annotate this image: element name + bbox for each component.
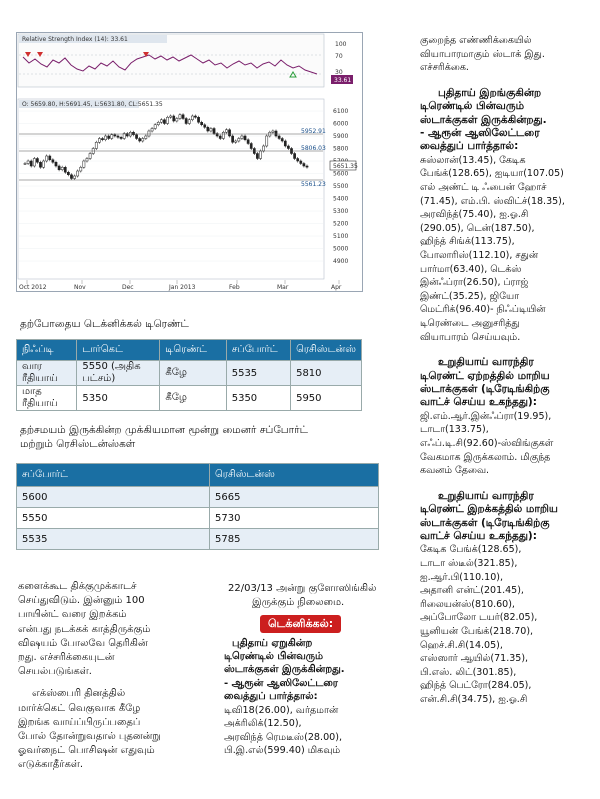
sr-table — [16, 463, 379, 550]
candle-body — [55, 162, 57, 166]
text-line: சுஸ்லான்(13.45), கேடிக — [420, 154, 526, 166]
candle-body — [225, 130, 227, 133]
table-row — [17, 487, 379, 508]
candle-body — [303, 164, 305, 167]
heading-line: டிரெண்ட் ஏற்றத்தில் மாறிய — [420, 369, 550, 382]
date-line: 22/03/13 அன்று குளோஸிங்கில் — [228, 583, 377, 594]
text-line: டாடா(133.75), — [420, 424, 489, 436]
candle-body — [145, 136, 147, 139]
text-line: எச்சரிக்கை. — [420, 62, 469, 74]
rsi-value: 33.61 — [334, 77, 352, 84]
candle-body — [191, 116, 193, 120]
text-line: யூனியன் பேங்க்(218.70), — [420, 625, 534, 637]
table-row — [17, 529, 379, 550]
candle-body — [259, 151, 261, 159]
heading-line: டிரெண்டில் பின்வரும் — [224, 650, 324, 662]
x-axis-label: Oct 2012 — [19, 284, 47, 291]
price-axis-label: 5800 — [333, 145, 349, 153]
text-line: டிவி18(26.00), வர்தமான் — [224, 704, 339, 716]
text-line: அரவிந்த் ரெமடீஸ்(28.00), — [224, 731, 343, 743]
text-line: என்.சி.சி(34.75), ஐ.ஓ.சி — [420, 693, 528, 705]
level-5952: 5952.91 — [301, 128, 326, 135]
candle-body — [120, 137, 122, 138]
heading-line: புதிதாய் ஏறுகின்ற — [232, 637, 313, 649]
text-line: எஸ்ஸார் ஆயில்(71.35), — [420, 653, 529, 665]
text-line: போலாரிஸ்(112.10), சதுன் — [420, 249, 539, 261]
sr-col-resistance: ரெசிஸ்டன்ஸ் — [210, 464, 379, 487]
trend-cell: 5350 — [226, 386, 290, 411]
sr-cell: 5730 — [210, 508, 379, 529]
price-axis-label: 4900 — [333, 258, 349, 265]
x-axis-label: Mar — [277, 284, 289, 291]
left-para-2 — [18, 687, 212, 701]
candle-body — [151, 129, 153, 132]
text-line: ஐ.ஆர்.பி(110.10), — [420, 571, 503, 583]
candle-body — [176, 119, 178, 122]
level-5561: 5561.23 — [301, 181, 326, 188]
technical-badge-wrap — [260, 615, 380, 633]
technical-badge: டெக்னிக்கல்: — [260, 615, 341, 633]
middle-heading — [220, 637, 380, 704]
candle-body — [235, 141, 237, 142]
price-axis-label: 5400 — [333, 195, 349, 203]
candle-body — [247, 140, 249, 144]
trend-col-target: டார்கெட் — [77, 340, 160, 361]
text-line: வேகமாக இருக்கலாம். மிகுந்த — [420, 451, 551, 463]
heading-line: ஸ்டாக்குகள் (டிரேடிங்கிற்கு — [420, 516, 550, 529]
heading-line: புதிதாய் இறங்குகின்ற — [438, 86, 542, 99]
text-line: இண்ட்(35.25), ஜியோ — [420, 290, 520, 302]
trend-cell: கீழே — [160, 386, 226, 411]
price-axis-label: 6100 — [333, 108, 349, 115]
candle-body — [111, 135, 113, 139]
x-axis-label: Dec — [122, 284, 134, 291]
chart-canvas — [17, 33, 362, 291]
candle-body — [27, 161, 29, 164]
sr-header-row — [17, 464, 379, 487]
x-axis-label: Nov — [74, 284, 86, 291]
trend-col-resistance: ரெசிஸ்டன்ஸ் — [291, 340, 362, 361]
heading-line: வைத்துப் பார்த்தால்: — [224, 691, 318, 703]
trend-heading: தற்போதைய டெக்னிக்கல் டிரெண்ட் — [20, 318, 189, 330]
left-para-1 — [18, 580, 212, 679]
price-axis-label: 6000 — [333, 120, 349, 128]
heading-line: டிரெண்ட் இறக்கத்தில் மாறிய — [420, 503, 558, 516]
text-line: வியாபாரமாகும் ஸ்டாக் இது. — [420, 48, 545, 60]
trend-cell: 5550 (அதிக பட்சம்) — [77, 361, 160, 386]
x-axis — [19, 280, 342, 291]
trend-cell: 5350 — [77, 386, 160, 411]
candle-body — [182, 115, 184, 119]
candle-body — [95, 142, 97, 148]
heading-line: வாட்ச் செய்ய உகந்தது): — [420, 396, 537, 409]
candle-body — [83, 161, 85, 167]
price-axis — [333, 108, 348, 265]
candle-body — [197, 117, 199, 122]
table-row — [17, 508, 379, 529]
trend-header-row — [17, 340, 362, 361]
candle-body — [157, 122, 159, 125]
candle-body — [300, 161, 302, 164]
text-line: களைக்கூட திக்குமுக்காடச் — [18, 581, 137, 592]
candle-body — [77, 171, 79, 176]
candle-body — [306, 166, 308, 167]
sr-heading — [20, 423, 308, 451]
price-axis-label: 5500 — [333, 183, 349, 190]
block3-lines — [420, 543, 592, 706]
price-axis-label: 5000 — [333, 245, 349, 253]
candle-body — [185, 119, 187, 124]
price-axis-label: 5600 — [333, 170, 349, 178]
candle-body — [281, 139, 283, 142]
price-axis-label: 5900 — [333, 133, 349, 140]
text-line: வியாபாரம் செய்யவும். — [420, 331, 521, 343]
candle-body — [222, 132, 224, 138]
heading-line: வாட்ச் செய்ய உகந்தது): — [420, 529, 537, 542]
text-line: அப்போலோ டயர்(82.05), — [420, 612, 538, 624]
text-line: ஜி.எம்.ஆர்.இன்ஃப்ரா(19.95), — [420, 410, 552, 422]
candle-body — [241, 136, 243, 139]
price-panel — [18, 99, 324, 279]
trend-col-support: சப்போர்ட் — [226, 340, 290, 361]
trend-col-nifty: நிஃப்டி — [17, 340, 77, 361]
heading-line: வைத்துப் பார்த்தால்: — [420, 140, 519, 153]
candle-body — [201, 122, 203, 125]
candle-body — [67, 172, 69, 175]
text-line: இறங்க வாய்ப்பிருப்பதைப் — [18, 716, 141, 728]
candle-body — [33, 159, 35, 167]
candle-body — [170, 116, 172, 117]
text-line: அதானி என்ட்(201.45), — [420, 585, 524, 597]
text-line: டாடா ஸ்டீல்(321.85), — [420, 557, 518, 569]
candle-body — [154, 125, 156, 129]
x-axis-label: Jan 2013 — [169, 284, 196, 291]
candle-body — [117, 136, 119, 137]
candle-body — [173, 116, 175, 121]
text-line: செய்துவிடும். இன்னும் 100 — [18, 595, 145, 607]
candle-body — [36, 159, 38, 163]
heading-line: ஸ்டாக்குகள் இருக்கின்றது. — [420, 113, 547, 126]
heading-line: - ஆரூன் ஆஸிலேட்டரை — [420, 127, 540, 139]
text-line: மார்க்கெட் வெகுவாக கீழே — [18, 702, 141, 714]
candle-body — [256, 154, 258, 159]
sr-cell: 5785 — [210, 529, 379, 550]
level-5806: 5806.03 — [301, 145, 326, 152]
heading-line: ஸ்டாக்குகள் இருக்கின்றது. — [224, 664, 345, 676]
text-line: ஹிந்த் சிங்க்(113.75), — [420, 236, 515, 248]
candle-body — [104, 136, 106, 140]
candle-body — [297, 159, 299, 162]
right-intro — [420, 34, 592, 75]
text-line: என்பது நடக்கக் காத்திருக்கும் — [18, 623, 151, 635]
candle-body — [73, 176, 75, 179]
text-line: கவனம் தேவை. — [420, 465, 490, 477]
text-line: அரவிந்த்(75.40), ஐ.ஓ.சி — [420, 209, 529, 221]
trend-cell: மாத ரீதியாய் — [17, 386, 77, 411]
candle-body — [101, 139, 103, 140]
x-axis-label: Apr — [331, 284, 342, 291]
candle-body — [30, 161, 32, 166]
text-line: பார்மா(63.40), டெக்ஸ் — [420, 263, 522, 275]
candle-body — [61, 167, 63, 170]
date-line: இருக்கும் நிலைமை. — [252, 596, 345, 608]
left-column-text — [18, 580, 212, 773]
trend-cell: 5950 — [291, 386, 362, 411]
level-5651: 5651.35 — [333, 163, 358, 170]
candle-body — [213, 129, 215, 134]
candle-body — [275, 131, 277, 136]
price-axis-label: 5300 — [333, 208, 349, 215]
candle-body — [52, 160, 54, 163]
rsi-axis-70: 70 — [335, 53, 343, 60]
text-line: ஓவர்நைட் பொசிஷன் எதுவும் — [18, 745, 155, 757]
candle-body — [272, 131, 274, 132]
price-legend: O: 5659.80, H:5691.45, L:5631.80, CL:5651.35 — [22, 101, 163, 108]
text-line: கேடிக பேங்க்(128.65), — [420, 544, 522, 556]
heading-line: - ஆரூன் ஆஸிலேட்டரை — [224, 677, 338, 689]
text-line: டிரெண்டை அனுசரித்து — [420, 317, 520, 329]
table-row — [17, 386, 362, 411]
text-line: ரிலையன்ஸ்(810.60), — [420, 598, 515, 610]
text-line: பாயின்ட் வரை இறக்கம் — [18, 609, 127, 621]
table-row — [17, 361, 362, 386]
candle-body — [89, 154, 91, 159]
candle-body — [166, 117, 168, 123]
rsi-legend: Relative Strength Index (14): 33.61 — [22, 36, 128, 43]
candle-body — [263, 146, 265, 151]
heading-line: டிரெண்டில் பின்வரும் — [420, 100, 525, 113]
nifty-chart — [16, 32, 363, 292]
sr-cell: 5600 — [17, 487, 210, 508]
text-line: அக்ரிலிக்(12.50), — [224, 718, 302, 730]
candle-body — [70, 175, 72, 179]
candle-body — [64, 167, 66, 172]
candle-body — [266, 136, 268, 146]
sr-heading-line: மற்றும் ரெசிஸ்டன்ஸ்கள் — [20, 438, 136, 450]
candle-body — [114, 135, 116, 136]
text-line: பேங்க்(128.65), ஐடியா(107.05) — [420, 168, 564, 180]
text-line: எஃப்.டி.சி(92.60)-ஸ்விங்குகள் — [420, 437, 554, 449]
block1-heading — [420, 87, 592, 154]
candle-body — [58, 166, 60, 170]
candle-body — [80, 167, 82, 171]
text-line: மெட்ரிக்(96.40)- நிஃப்டியின் — [420, 304, 546, 316]
candle-body — [207, 127, 209, 131]
candle-body — [284, 141, 286, 146]
candle-body — [204, 125, 206, 128]
candle-body — [232, 136, 234, 142]
heading-line: உறுதியாய் வாரந்திர — [438, 489, 534, 502]
candle-body — [148, 131, 150, 136]
candle-body — [179, 115, 181, 119]
block1-lines — [420, 154, 592, 344]
text-line: ஹெச்.சி.சி(14.05), — [420, 639, 503, 651]
text-line: (290.05), டென்(187.50), — [420, 222, 535, 234]
price-axis-label: 5200 — [333, 220, 349, 228]
candle-body — [287, 146, 289, 149]
candle-body — [142, 139, 144, 142]
block3-heading — [420, 490, 592, 544]
text-line: எல் அண்ட் டி ஃபைன் ஹோச் — [420, 182, 547, 193]
price-axis-label: 5100 — [333, 233, 349, 240]
candle-body — [228, 130, 230, 136]
heading-line: உறுதியாய் வாரந்திர — [438, 356, 534, 369]
rsi-axis-100: 100 — [335, 41, 347, 48]
middle-lines — [220, 704, 380, 758]
candle-body — [188, 120, 190, 124]
sr-cell: 5550 — [17, 508, 210, 529]
candle-body — [294, 154, 296, 159]
block2-lines — [420, 410, 592, 478]
candle-body — [24, 164, 26, 165]
x-axis-label: Feb — [229, 284, 240, 291]
text-line: இன்ஃப்ரா(26.50), ப்ராஜ் — [420, 277, 529, 289]
block2-heading — [420, 356, 592, 410]
text-line: எக்ஸ்பைரி தினத்தில் — [32, 688, 126, 700]
candle-body — [238, 139, 240, 142]
candle-body — [163, 120, 165, 124]
trend-table — [16, 339, 362, 411]
candle-body — [108, 136, 110, 139]
candle-body — [86, 159, 88, 162]
trend-cell: வார ரீதியாய் — [17, 361, 77, 386]
text-line: பி.எஸ். லிட்(301.85), — [420, 666, 517, 678]
candle-body — [194, 116, 196, 117]
candle-body — [135, 135, 137, 139]
text-line: போல் தோன்றுவதால் புதனன்று — [18, 731, 161, 743]
candle-body — [278, 136, 280, 139]
right-column — [420, 34, 592, 706]
candle-body — [49, 156, 51, 160]
text-line: (71.45), எம்.பி. ஸ்விட்ச்(18.35), — [420, 195, 565, 207]
heading-line: ஸ்டாக்குகள் (டிரேடிங்கிற்கு — [420, 382, 550, 395]
candle-body — [42, 161, 44, 167]
sr-cell: 5665 — [210, 487, 379, 508]
candle-body — [219, 136, 221, 139]
trend-cell: கீழே — [160, 361, 226, 386]
candle-body — [160, 120, 162, 123]
trend-cell: 5810 — [291, 361, 362, 386]
candle-body — [250, 144, 252, 149]
sr-col-support: சப்போர்ட் — [17, 464, 210, 487]
candle-body — [98, 139, 100, 143]
sr-cell: 5535 — [17, 529, 210, 550]
candle-body — [46, 156, 48, 161]
text-line: குறைந்த எண்ணிக்கையில் — [420, 35, 532, 46]
trend-cell: 5535 — [226, 361, 290, 386]
trend-col-trend: டிரெண்ட் — [160, 340, 226, 361]
middle-column-text — [220, 582, 380, 758]
rsi-axis-30: 30 — [335, 69, 343, 76]
text-line: எடுக்காதீர்கள். — [18, 759, 84, 771]
text-line: ஹிந்த் பெட்ரோ(284.05), — [420, 680, 532, 692]
text-line: விஷயம் போலவே தெரிகின் — [18, 637, 148, 649]
text-line: றது. எச்சரிக்கையுடன் — [18, 652, 115, 664]
candle-body — [210, 129, 212, 132]
left-para-2-body — [18, 702, 212, 773]
text-line: பி.இ.எல்(599.40) மிகவும் — [224, 745, 341, 757]
candle-body — [244, 136, 246, 140]
candle-body — [132, 132, 134, 135]
sr-heading-line: தற்சமயம் இருக்கின்ற முக்கியமான மூன்று மைனர் சப்போர்ட் — [20, 424, 308, 436]
candle-body — [139, 139, 141, 142]
text-line: செயல்படுங்கள். — [18, 666, 92, 678]
candle-body — [39, 162, 41, 167]
